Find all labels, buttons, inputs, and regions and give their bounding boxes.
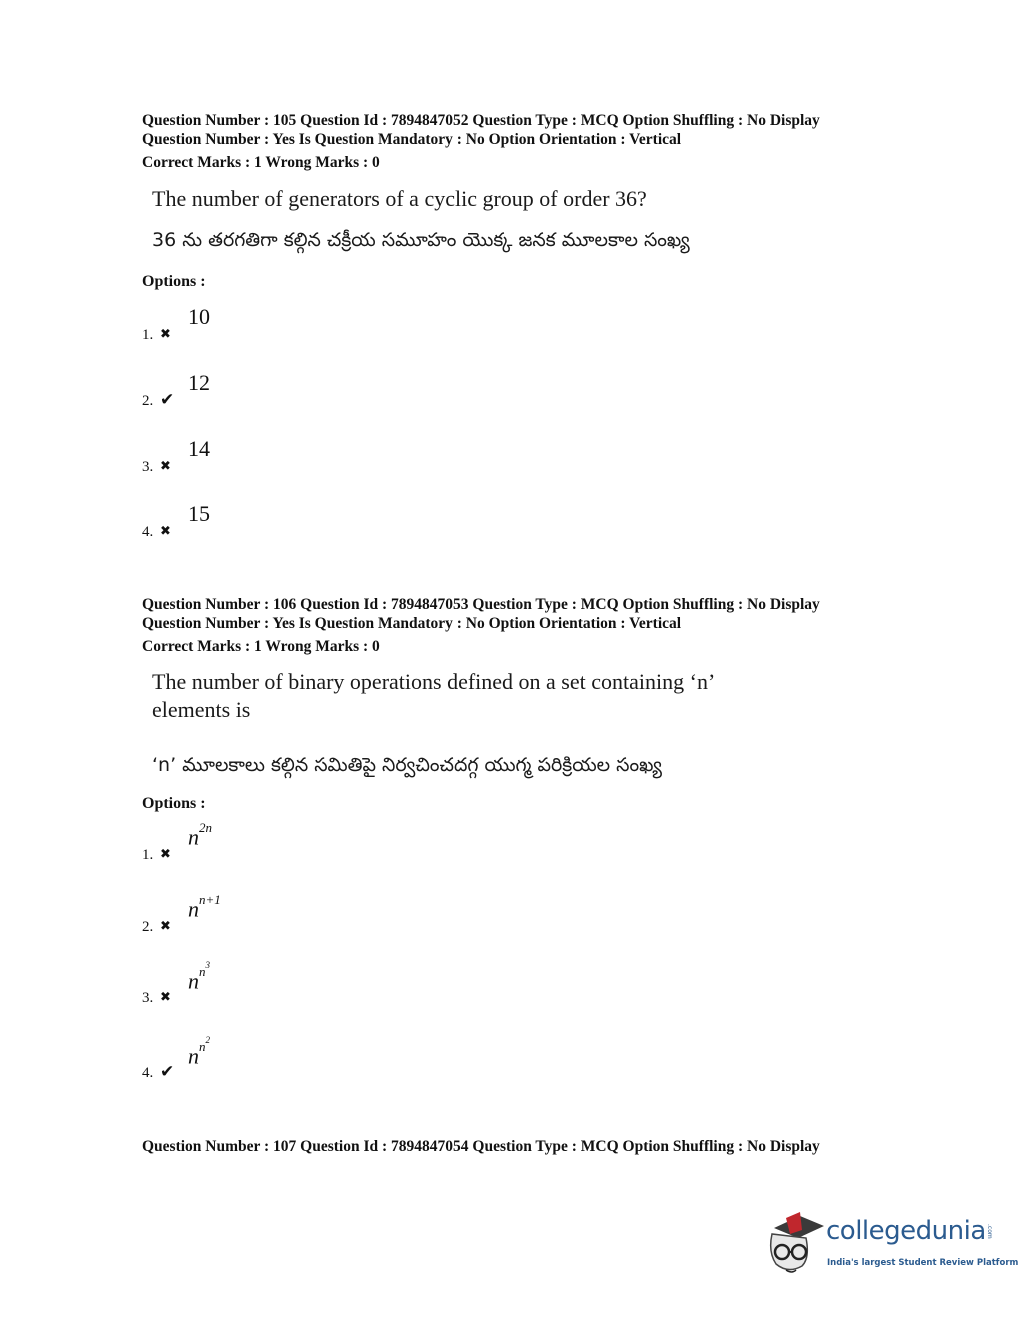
question-text: elements is — [152, 697, 251, 722]
options-label: Options : — [142, 273, 206, 290]
cross-icon: ✖ — [160, 990, 171, 1005]
cross-icon: ✖ — [160, 524, 171, 539]
question-meta: Question Number : 106 Question Id : 7894847053 Question Type : MCQ Option Shuffling : No Display — [142, 596, 820, 613]
question-meta: Question Number : Yes Is Question Mandatory : No Option Orientation : Vertical — [142, 615, 682, 632]
question-text: The number of binary operations defined on a set containing ‘n’ — [152, 669, 716, 694]
logo-domain-suffix: .com — [986, 1224, 993, 1239]
marks-line: Correct Marks : 1 Wrong Marks : 0 — [142, 638, 380, 655]
check-icon: ✔ — [160, 1062, 175, 1082]
option-number: 3. — [142, 990, 154, 1006]
option-number: 1. — [142, 847, 154, 863]
marks-line: Correct Marks : 1 Wrong Marks : 0 — [142, 154, 380, 171]
mascot-icon — [766, 1212, 824, 1280]
option-expression: $n^{2n}$ — [188, 820, 212, 850]
question-meta: Question Number : 105 Question Id : 7894847052 Question Type : MCQ Option Shuffling : No Display — [142, 112, 820, 129]
option-number: 1. — [142, 327, 154, 343]
option-number: 4. — [142, 1065, 154, 1081]
cross-icon: ✖ — [160, 847, 171, 862]
option-number: 2. — [142, 393, 154, 409]
cross-icon: ✖ — [160, 459, 171, 474]
cross-icon: ✖ — [160, 327, 171, 342]
option-expression: $n^{n^3}$ — [188, 960, 210, 994]
option-number: 3. — [142, 459, 154, 475]
check-icon: ✔ — [160, 390, 175, 410]
option-value: 15 — [188, 501, 210, 526]
option-expression: $n^{n^2}$ — [188, 1035, 210, 1069]
option-value: 12 — [188, 370, 210, 395]
logo-tagline: India's largest Student Review Platform — [827, 1258, 1019, 1268]
options-label: Options : — [142, 795, 206, 812]
collegedunia-logo — [766, 1212, 1019, 1282]
logo-wordmark: collegedunia — [826, 1216, 986, 1246]
cross-icon: ✖ — [160, 919, 171, 934]
option-value: 14 — [188, 436, 210, 461]
question-meta: Question Number : Yes Is Question Mandatory : No Option Orientation : Vertical — [142, 131, 682, 148]
option-expression: $n^{n+1}$ — [188, 892, 221, 922]
question-text-telugu: 36 ను తరగతిగా కల్గిన చక్రీయ సమూహం యొక్క జనక మూలకాల సంఖ్య — [152, 229, 690, 251]
option-value: 10 — [188, 304, 210, 329]
question-text-telugu: ‘n’ మూలకాలు కల్గిన సమితిపై నిర్వచించదగ్గ యుగ్మ పరిక్రియల సంఖ్య — [152, 754, 662, 776]
question-meta: Question Number : 107 Question Id : 7894847054 Question Type : MCQ Option Shuffling : No Display — [142, 1138, 820, 1155]
question-text: The number of generators of a cyclic group of order 36? — [152, 186, 647, 211]
option-number: 4. — [142, 524, 154, 540]
option-number: 2. — [142, 919, 154, 935]
